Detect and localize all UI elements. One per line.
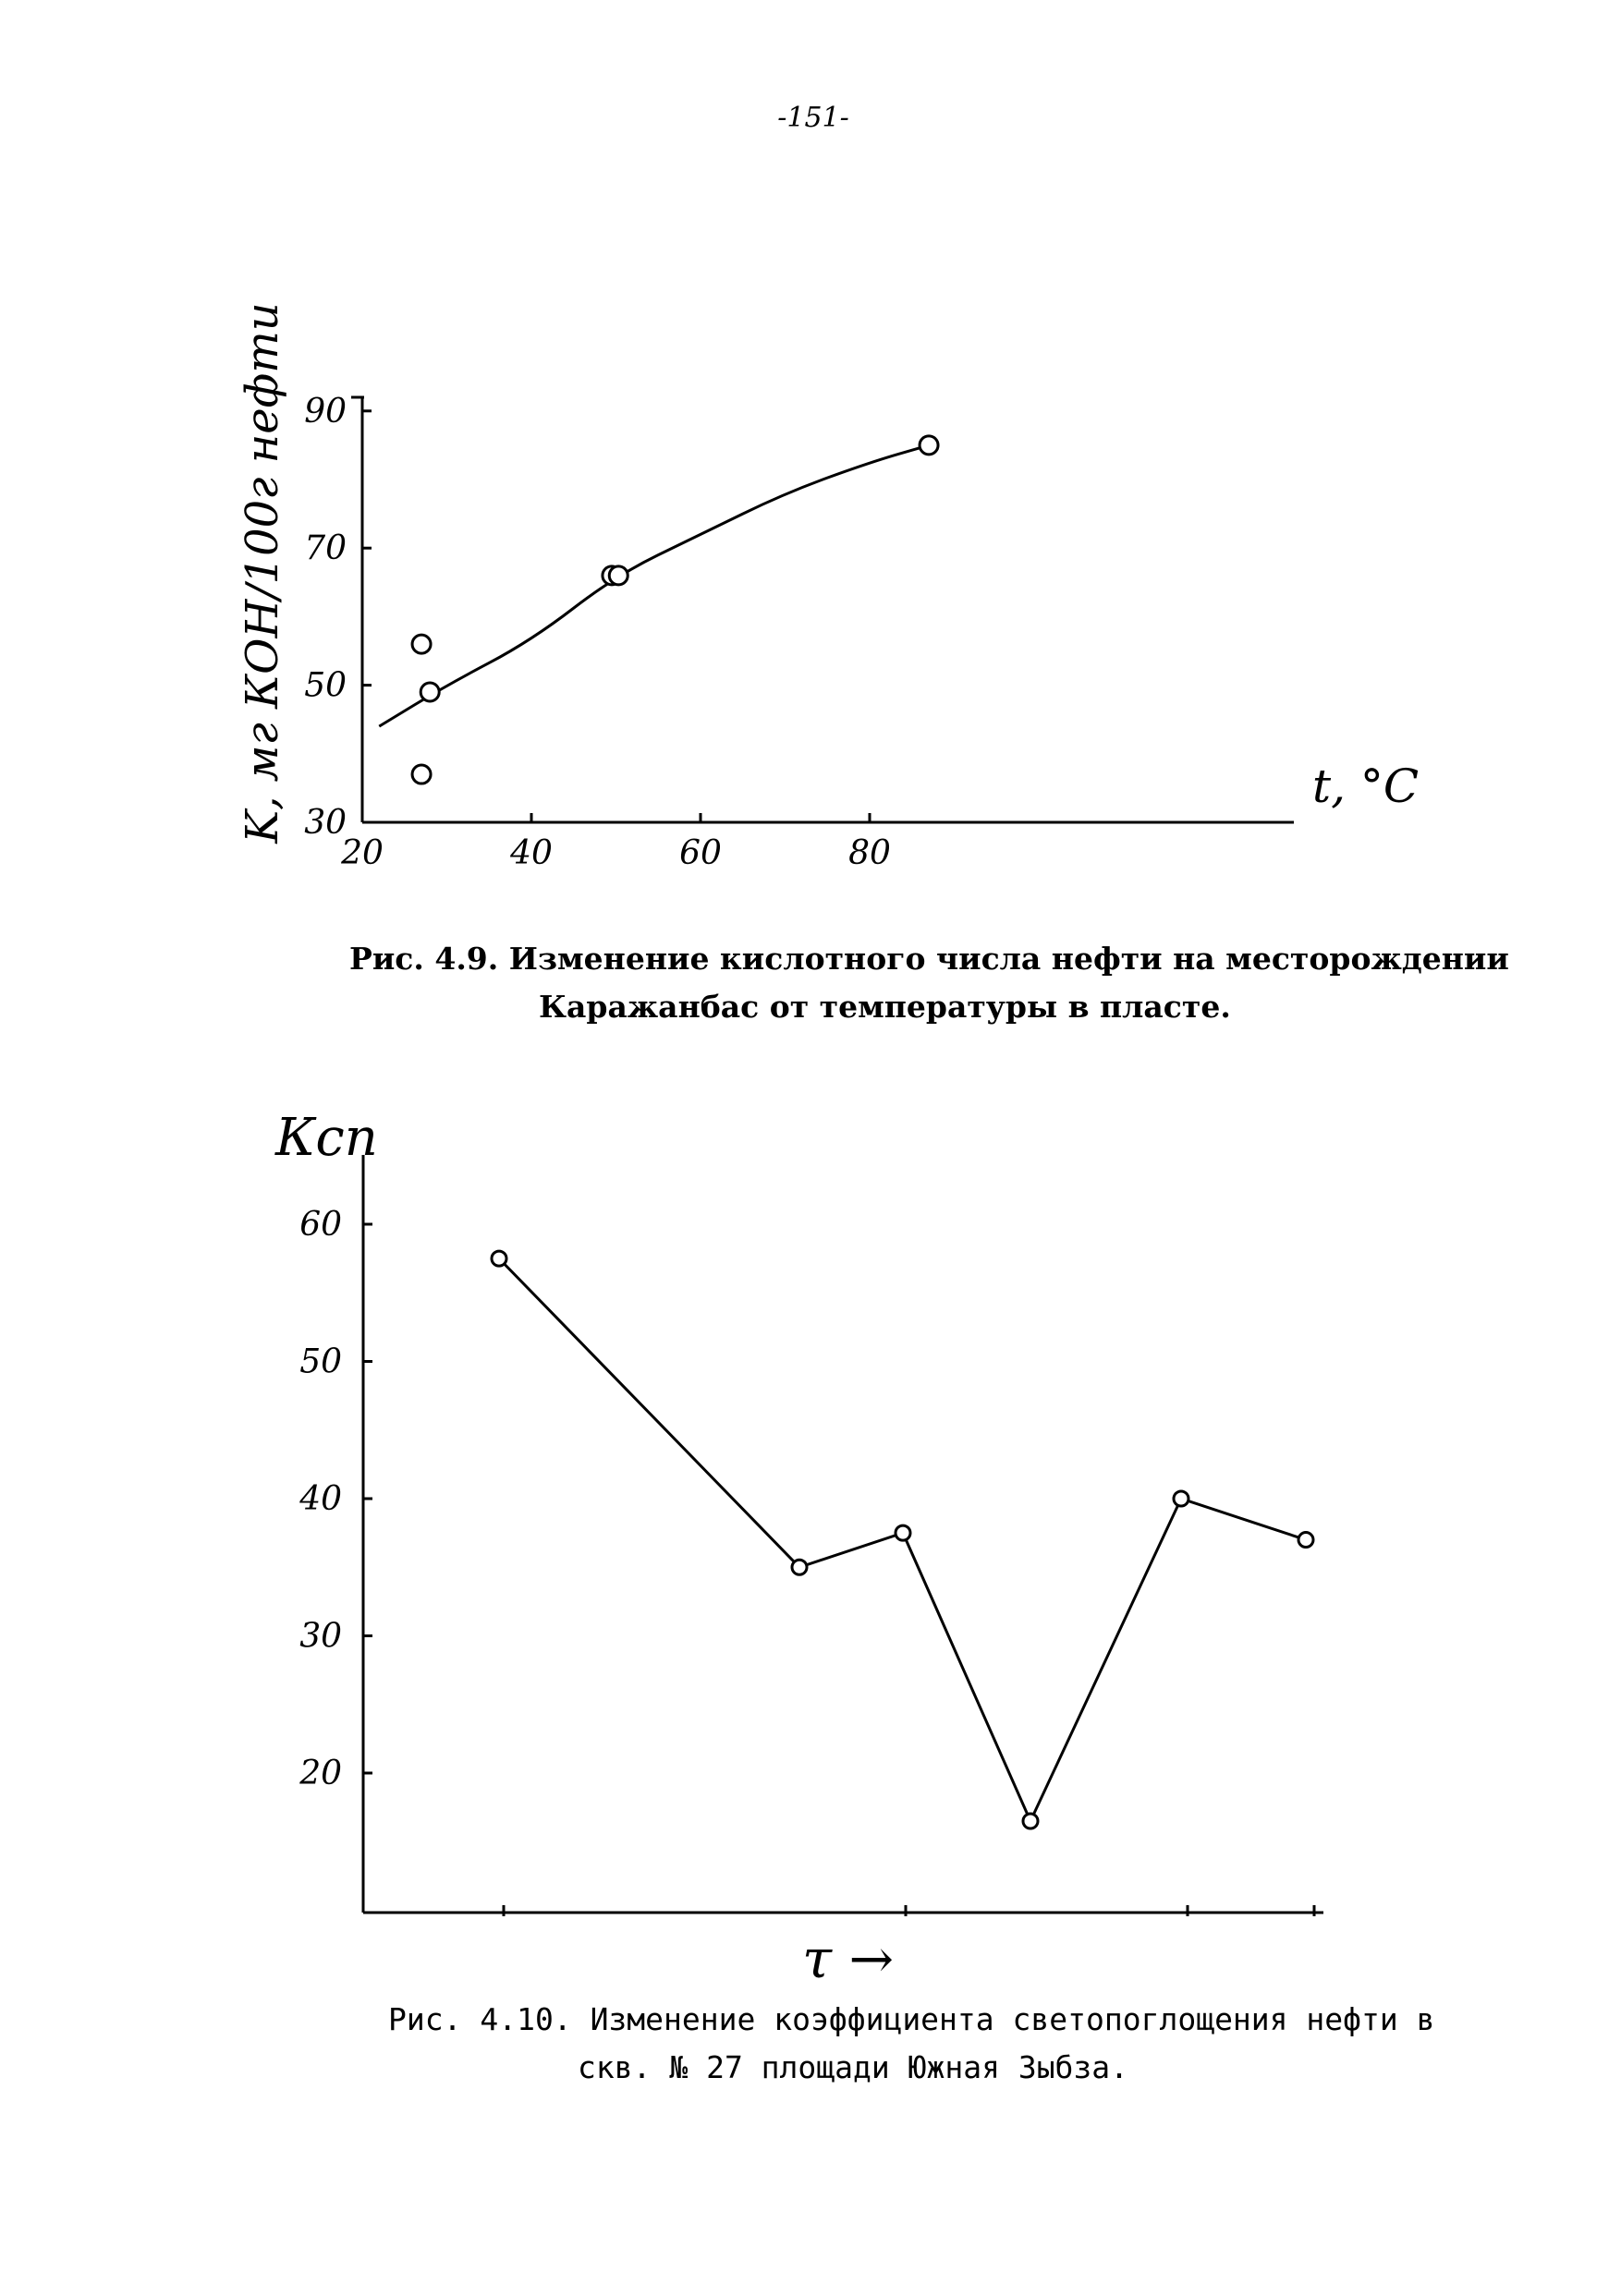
y-tick-label: 50 bbox=[304, 666, 347, 705]
y-tick-label: 40 bbox=[299, 1480, 342, 1518]
caption-line1: Изменение коэффициента светопоглощения нефти в bbox=[590, 2001, 1435, 2037]
x-tick-label: 80 bbox=[848, 834, 891, 872]
y-tick-label: 30 bbox=[304, 804, 347, 842]
data-point bbox=[1298, 1533, 1313, 1548]
data-point bbox=[492, 1251, 506, 1266]
y-tick-label: 30 bbox=[299, 1617, 342, 1656]
data-point bbox=[1023, 1814, 1038, 1828]
y-axis-label: Ксп bbox=[275, 1108, 378, 1168]
x-axis-label: t, °C bbox=[1312, 759, 1420, 813]
x-axis-label: τ → bbox=[802, 1927, 895, 1990]
x-tick-label: 20 bbox=[341, 834, 384, 872]
y-tick-label: 50 bbox=[299, 1342, 342, 1381]
x-tick-label: 40 bbox=[510, 834, 553, 872]
y-axis-label: K, мг КОН/100г нефти bbox=[237, 302, 288, 844]
data-point bbox=[1174, 1491, 1188, 1506]
y-tick-label: 60 bbox=[299, 1206, 342, 1244]
data-point bbox=[896, 1525, 910, 1540]
caption-line2: Каражанбас от температуры в пласте. bbox=[539, 989, 1231, 1025]
y-tick-label: 20 bbox=[299, 1755, 342, 1792]
x-tick-label: 60 bbox=[679, 834, 722, 872]
data-point bbox=[792, 1560, 807, 1574]
figure-caption-4-10 bbox=[388, 1996, 1434, 2092]
page-number: -151- bbox=[777, 102, 849, 134]
caption-label: Рис. 4.10. bbox=[388, 2001, 572, 2037]
y-tick-label: 70 bbox=[304, 529, 347, 568]
caption-label: Рис. 4.9. bbox=[349, 941, 499, 977]
caption-line2: скв. № 27 площади Южная Зыбза. bbox=[578, 2049, 1129, 2085]
y-tick-label: 90 bbox=[304, 392, 347, 431]
caption-line1: Изменение кислотного числа нефти на месторождении bbox=[508, 941, 1509, 977]
